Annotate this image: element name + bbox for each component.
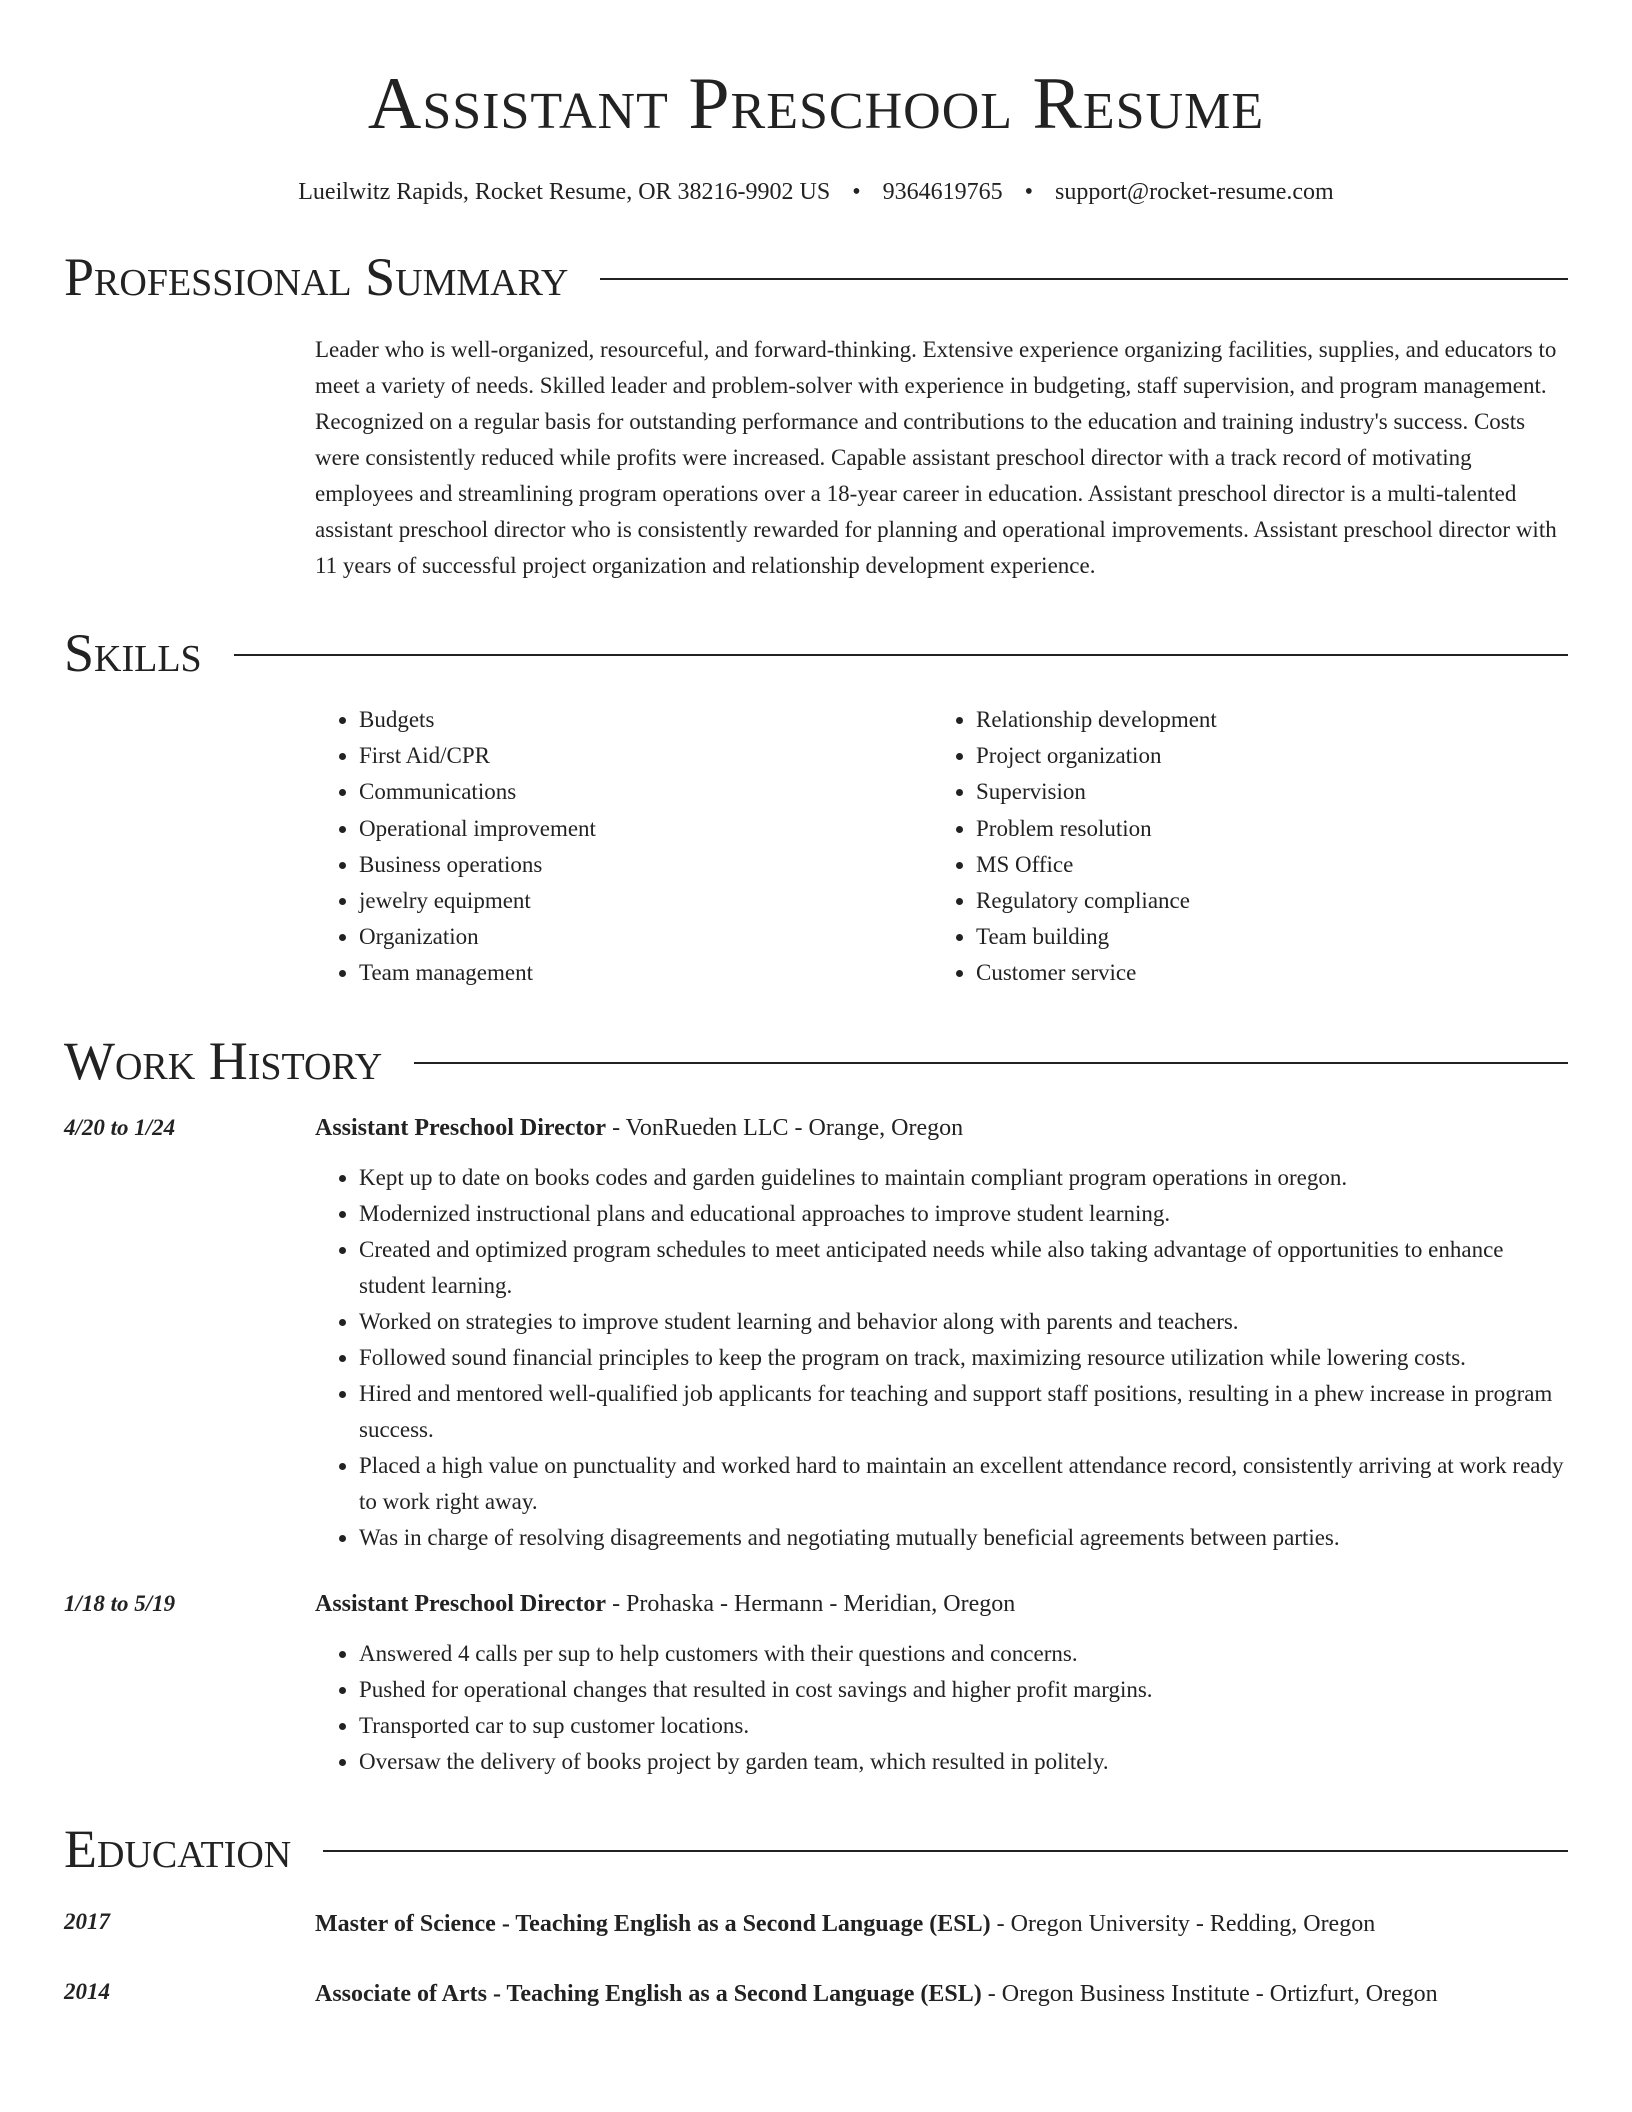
skill-item: • Operational improvement [359,811,932,847]
job-title-line [315,1586,1568,1622]
education-list [64,1904,1568,2014]
job-dates: 4/20 to 1/24 [64,1114,176,1140]
job-dates: 1/18 to 5/19 [64,1590,176,1616]
job-bullet: • Pushed for operational changes that resulted in cost savings and higher profit margins. [359,1672,1568,1708]
education-entry [64,1904,1568,1944]
summary-heading: Professional Summary [64,247,569,307]
education-body [315,1904,1568,1944]
contact-phone: 9364619765 [882,179,1003,205]
education-year: 2014 [64,1978,110,2004]
education-section-header [64,1818,1568,1880]
job-bullet: • Transported car to sup customer locations. [359,1708,1568,1744]
contact-address: Lueilwitz Rapids, Rocket Resume, OR 38216-9902 US [298,179,831,205]
education-heading: Education [64,1818,292,1879]
skill-item: • Customer service [976,955,1217,991]
skills-column-left [315,702,932,992]
education-school: - Oregon Business Institute - Ortizfurt, Oregon [981,1980,1438,2007]
job-title: Assistant Preschool Director [315,1590,607,1617]
skill-item: • Regulatory compliance [976,883,1217,919]
skill-item: • First Aid/CPR [359,738,932,774]
skills-section-header [64,622,1568,684]
skill-item: • Team management [359,955,932,991]
contact-line [64,176,1568,208]
work-heading: Work History [64,1030,383,1091]
education-year: 2017 [64,1908,110,1934]
education-degree: Master of Science - Teaching English as a Second Language (ESL) [315,1910,991,1937]
summary-section-header [64,246,1568,308]
contact-separator: • [1024,179,1034,205]
section-divider [234,654,1568,656]
skill-item: • Budgets [359,702,932,738]
contact-email: support@rocket-resume.com [1055,179,1334,205]
job-entry [64,1110,1568,1556]
education-entry [64,1974,1568,2014]
education-school: - Oregon University - Redding, Oregon [990,1910,1376,1937]
job-bullet: • Placed a high value on punctuality and worked hard to maintain an excellent attendance record, consistently arriving at work ready to work right away. [359,1448,1568,1520]
section-divider [323,1850,1568,1852]
skill-item: • Project organization [976,738,1217,774]
summary-text: Leader who is well-organized, resourceful, and forward-thinking. Extensive experience organizing facilities, supplies, and educators to meet a variety of needs. Skilled leader and problem-solver with experience in budgeting, staff supervision, and program management. Recognized on a regular basis for outstanding performance and contributions to the education and training industry's success. Costs were consistently reduced while profits were increased. Capable assistant preschool director with a track record of motivating employees and streamlining program operations over a 18-year career in education. Assistant preschool director is a multi-talented assistant preschool director who is consistently rewarded for planning and operational improvements. Assistant preschool director with 11 years of successful project organization and relationship development experience. [315,337,1557,578]
skill-item: • jewelry equipment [359,883,932,919]
job-bullet: • Hired and mentored well-qualified job applicants for teaching and support staff positions, resulting in a phew increase in program success. [359,1376,1568,1448]
skill-item: • MS Office [976,847,1217,883]
work-section-header [64,1030,1568,1092]
job-body [315,1586,1568,1780]
job-bullet: • Answered 4 calls per sup to help customers with their questions and concerns. [359,1636,1568,1672]
education-line [315,1974,1568,2014]
job-bullet: • Kept up to date on books codes and garden guidelines to maintain compliant program operations in oregon. [359,1160,1568,1196]
skill-item: • Communications [359,774,932,810]
skill-item: • Supervision [976,774,1217,810]
job-bullet: • Modernized instructional plans and educational approaches to improve student learning. [359,1196,1568,1232]
contact-separator: • [852,179,861,205]
job-bullets [315,1636,1568,1780]
skill-item: • Business operations [359,847,932,883]
education-degree: Associate of Arts - Teaching English as a Second Language (ESL) [315,1980,982,2007]
job-bullet: • Was in charge of resolving disagreements and negotiating mutually beneficial agreements between parties. [359,1520,1568,1556]
skill-item: • Problem resolution [976,811,1217,847]
skills-list [315,702,1568,992]
skill-item: • Team building [976,919,1217,955]
education-body [315,1974,1568,2014]
skills-heading: Skills [64,623,202,683]
job-title: Assistant Preschool Director [315,1114,607,1141]
section-divider [414,1062,1568,1064]
resume-title: Assistant Preschool Resume [367,63,1265,145]
skill-item: • Organization [359,919,932,955]
skill-item: • Relationship development [976,702,1217,738]
job-bullet: • Worked on strategies to improve student learning and behavior along with parents and teachers. [359,1304,1568,1340]
job-bullet: • Created and optimized program schedules to meet anticipated needs while also taking advantage of opportunities to enhance student learning. [359,1232,1568,1304]
skills-column-right [932,702,1217,992]
job-company: - Prohaska - Hermann - Meridian, Oregon [606,1590,1016,1617]
section-divider [600,278,1568,280]
job-body [315,1110,1568,1556]
job-bullets [315,1160,1568,1556]
job-title-line [315,1110,1568,1146]
education-line [315,1904,1568,1944]
job-bullet: • Oversaw the delivery of books project by garden team, which resulted in politely. [359,1744,1568,1780]
job-company: - VonRueden LLC - Orange, Oregon [606,1114,964,1141]
job-entry [64,1586,1568,1780]
job-bullet: • Followed sound financial principles to keep the program on track, maximizing resource utilization while lowering costs. [359,1340,1568,1376]
